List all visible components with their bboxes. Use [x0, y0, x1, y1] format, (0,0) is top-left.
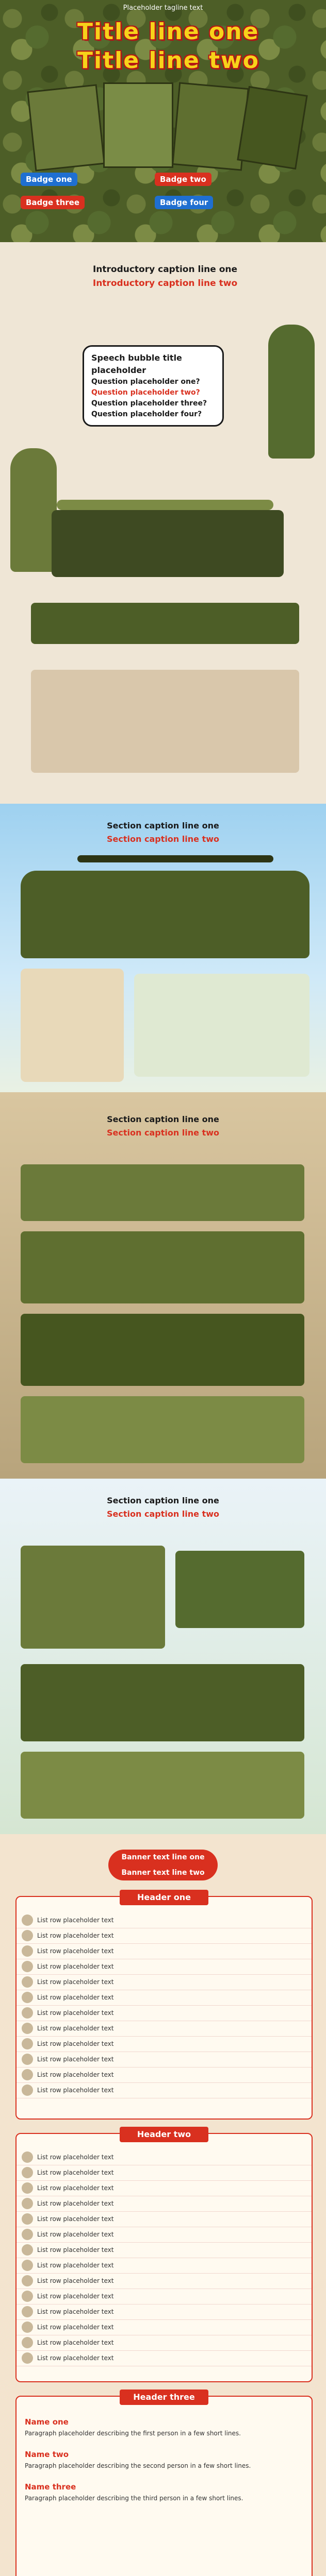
book-cover-2: [103, 82, 173, 168]
list-row: [17, 2005, 312, 2021]
avatar: [22, 2198, 33, 2209]
review-card: [15, 2129, 313, 2382]
author-name: Name three: [25, 2482, 76, 2492]
list-row-text: List row placeholder text: [37, 2154, 114, 2161]
bubble-question-1: Question placeholder one?: [91, 378, 200, 386]
author-block: [25, 2417, 303, 2438]
intro-section: [0, 242, 326, 804]
avatar: [22, 2352, 33, 2364]
soldier-illustration: [21, 969, 124, 1082]
list-row: [17, 2273, 312, 2289]
list-row: [17, 1943, 312, 1959]
author-block: [25, 2450, 303, 2471]
soldier-right: [268, 325, 315, 459]
intro-lead-2: Introductory caption line two: [92, 278, 238, 289]
list-row-text: List row placeholder text: [37, 1917, 114, 1924]
list-row-text: List row placeholder text: [37, 1994, 114, 2001]
equipment-section: [0, 1479, 326, 1834]
endorsement-banner: [108, 1850, 218, 1880]
vehicle-row-3: [21, 1314, 304, 1386]
list-row-text: List row placeholder text: [37, 2169, 114, 2176]
list-row: [17, 2319, 312, 2335]
list-row-text: List row placeholder text: [37, 1963, 114, 1970]
missile-vehicle: [52, 510, 284, 577]
bubble-question-4: Question placeholder four?: [91, 410, 202, 418]
list-row: [17, 2180, 312, 2196]
endorsement-banner-1: Banner text line one: [121, 1853, 205, 1861]
equipment-caption: [26, 1494, 300, 1520]
endorsement-banner-2: Banner text line two: [121, 1869, 205, 1877]
list-row-text: List row placeholder text: [37, 2056, 114, 2063]
list-row-text: List row placeholder text: [37, 2324, 114, 2331]
list-row: [17, 2335, 312, 2351]
author-name: Name one: [25, 2417, 69, 2427]
vehicle-row-4: [21, 1396, 304, 1463]
list-row: [17, 2021, 312, 2037]
list-row-text: List row placeholder text: [37, 2231, 114, 2238]
author-bio: Paragraph placeholder describing the third person in a few short lines.: [25, 2495, 243, 2502]
avatar: [22, 2260, 33, 2271]
list-row: [17, 1928, 312, 1944]
vehicle-illustration: [21, 1752, 304, 1819]
bubble-title: Speech bubble title placeholder: [91, 353, 182, 375]
list-row-text: List row placeholder text: [37, 2339, 114, 2346]
tent-illustration: [21, 1546, 165, 1649]
list-row: [17, 2196, 312, 2212]
list-row-text: List row placeholder text: [37, 1978, 114, 1986]
avatar: [22, 1914, 33, 1926]
science-caption-1: Section caption line one: [107, 1114, 219, 1124]
avatar: [22, 1945, 33, 1957]
list-row: [17, 2165, 312, 2181]
review-header: Header two: [120, 2127, 208, 2142]
list-row-text: List row placeholder text: [37, 2277, 114, 2284]
list-row-text: List row placeholder text: [37, 2200, 114, 2207]
avatar: [22, 2182, 33, 2194]
author-card: [15, 2392, 313, 2576]
science-caption-2: Section caption line two: [107, 1127, 219, 1138]
list-row: [17, 2242, 312, 2258]
avatar: [22, 2054, 33, 2065]
bubble-question-3: Question placeholder three?: [91, 399, 207, 408]
avatar: [22, 1992, 33, 2003]
avatar: [22, 1930, 33, 1941]
tank-section: [0, 804, 326, 1092]
tank-caption: [31, 819, 295, 845]
avatar: [22, 2229, 33, 2240]
author-name: Name two: [25, 2450, 69, 2460]
list-row: [17, 2052, 312, 2067]
hero-title-1: Title line one: [77, 19, 259, 45]
list-row: [17, 2350, 312, 2366]
official-header: Header one: [120, 1890, 208, 1905]
science-caption: [26, 1113, 300, 1139]
list-row: [17, 2227, 312, 2243]
list-row-text: List row placeholder text: [37, 2009, 114, 2016]
list-row: [17, 1912, 312, 1928]
hero-section: [0, 0, 326, 242]
equipment-diagram: [134, 974, 309, 1077]
hero-title-2: Title line two: [77, 47, 259, 74]
avatar: [22, 2337, 33, 2348]
ground-area: [31, 670, 299, 773]
author-block: [25, 2482, 303, 2503]
list-row-text: List row placeholder text: [37, 2184, 114, 2192]
author-header: Header three: [120, 2389, 208, 2405]
avatar: [22, 2213, 33, 2225]
list-row: [17, 1959, 312, 1975]
tank-caption-1: Section caption line one: [107, 821, 219, 831]
author-bio: Paragraph placeholder describing the second person in a few short lines.: [25, 2462, 251, 2470]
list-row-text: List row placeholder text: [37, 2308, 114, 2315]
list-row: [17, 2304, 312, 2320]
list-row-text: List row placeholder text: [37, 2071, 114, 2078]
avatar: [22, 1976, 33, 1988]
equipment-caption-2: Section caption line two: [107, 1509, 219, 1519]
helicopter-illustration: [175, 1551, 304, 1628]
intro-lead-1: Introductory caption line one: [92, 264, 238, 275]
aircraft-illustration: [21, 1664, 304, 1741]
hero-badge-3: Badge three: [21, 196, 85, 209]
avatar: [22, 2167, 33, 2178]
intro-lead: [46, 263, 284, 291]
list-row-text: List row placeholder text: [37, 2262, 114, 2269]
avatar: [22, 2038, 33, 2049]
list-row: [17, 2082, 312, 2098]
soldier-left: [10, 448, 57, 572]
official-card: [15, 1892, 313, 2120]
tank-caption-2: Section caption line two: [107, 834, 219, 844]
list-row: [17, 1990, 312, 2006]
avatar: [22, 2321, 33, 2333]
equipment-caption-1: Section caption line one: [107, 1496, 219, 1505]
avatar: [22, 2291, 33, 2302]
avatar: [22, 2084, 33, 2096]
list-row: [17, 1974, 312, 1990]
list-row-text: List row placeholder text: [37, 2293, 114, 2300]
avatar: [22, 2069, 33, 2080]
book-cover-1: [27, 84, 105, 171]
author-bio: Paragraph placeholder describing the first person in a few short lines.: [25, 2430, 241, 2437]
list-row-text: List row placeholder text: [37, 2087, 114, 2094]
avatar: [22, 2306, 33, 2317]
list-row: [17, 2149, 312, 2165]
intro-bubble: [83, 345, 224, 427]
endorsement-section: [0, 1834, 326, 2576]
book-cover-4: [237, 86, 307, 170]
list-row-text: List row placeholder text: [37, 1932, 114, 1939]
list-row: [17, 2067, 312, 2083]
tank-barrel: [77, 855, 273, 862]
science-section: [0, 1092, 326, 1479]
author-list: [25, 2417, 303, 2515]
list-row-text: List row placeholder text: [37, 2025, 114, 2032]
avatar: [22, 2151, 33, 2163]
list-row: [17, 2211, 312, 2227]
avatar: [22, 2007, 33, 2019]
tank-body: [21, 871, 309, 958]
missile-tube: [57, 500, 273, 510]
long-vehicle: [31, 603, 299, 644]
hero-badge-1: Badge one: [21, 173, 77, 186]
hero-top-line: Placeholder tagline text: [123, 4, 203, 12]
list-row-text: List row placeholder text: [37, 1947, 114, 1955]
avatar: [22, 2023, 33, 2034]
list-row-text: List row placeholder text: [37, 2040, 114, 2047]
list-row-text: List row placeholder text: [37, 2246, 114, 2253]
vehicle-row-1: [21, 1164, 304, 1221]
list-row: [17, 2036, 312, 2052]
avatar: [22, 1961, 33, 1972]
hero-badge-2: Badge two: [155, 173, 211, 186]
vehicle-row-2: [21, 1231, 304, 1303]
list-row: [17, 2289, 312, 2304]
list-row-text: List row placeholder text: [37, 2354, 114, 2362]
list-row: [17, 2258, 312, 2274]
hero-badge-4: Badge four: [155, 196, 213, 209]
avatar: [22, 2275, 33, 2286]
bubble-question-2: Question placeholder two?: [91, 388, 200, 397]
avatar: [22, 2244, 33, 2256]
list-row-text: List row placeholder text: [37, 2215, 114, 2223]
